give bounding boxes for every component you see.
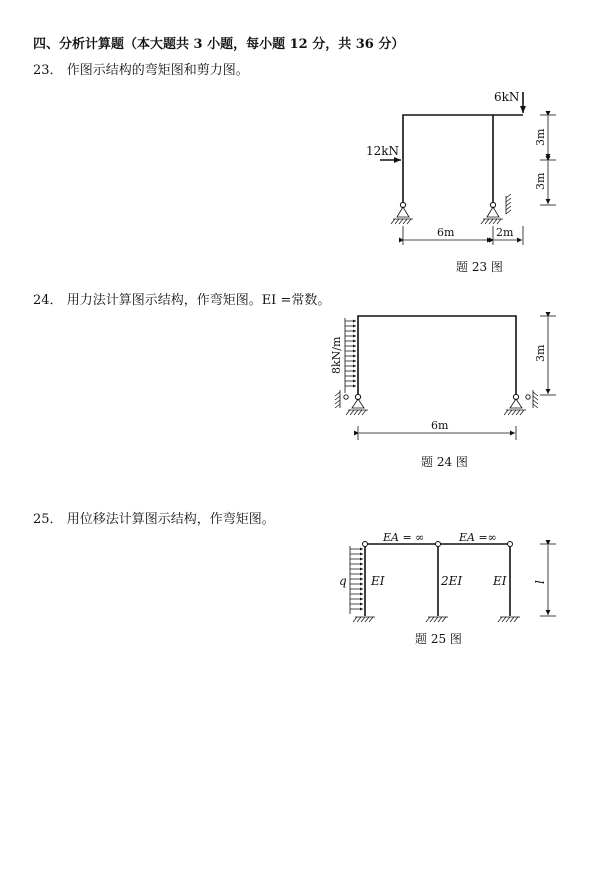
label-ei-left: EI <box>371 574 385 588</box>
label-24-3m: 3m <box>534 344 547 362</box>
hinge-support-24-right <box>504 390 538 415</box>
dimension-23-horizontal <box>403 226 523 245</box>
label-23-2m: 2m <box>496 226 514 239</box>
problem-23-number: 23． <box>33 63 63 78</box>
figure-23 <box>366 90 556 274</box>
label-6kn: 6kN <box>494 90 520 104</box>
label-24-6m: 6m <box>431 419 449 432</box>
frame-23 <box>403 115 523 203</box>
problem-23-text: 作图示结构的弯矩图和剪力图。 <box>66 63 249 78</box>
label-ea-right: EA =∞ <box>459 531 497 544</box>
hinge-support-24-left <box>335 390 368 415</box>
dimension-24-horizontal <box>358 419 516 440</box>
label-q: q <box>339 574 347 588</box>
problem-25-text: 用位移法计算图示结构，作弯矩图。 <box>66 512 275 527</box>
label-8kn-m: 8kN/m <box>330 336 343 374</box>
figure-25 <box>339 531 556 646</box>
label-2ei: 2EI <box>441 574 463 588</box>
dimension-24-vertical <box>534 316 556 395</box>
caption-25: 题 25 图 <box>415 632 462 646</box>
label-l: l <box>533 580 547 584</box>
label-23-3m-upper: 3m <box>534 128 547 146</box>
dimension-25-vertical <box>533 544 556 616</box>
hinge-support-23-left <box>391 202 413 224</box>
dimension-23-vertical <box>534 115 556 205</box>
fixed-supports-25 <box>353 617 520 622</box>
caption-24: 题 24 图 <box>421 455 468 469</box>
figure-24 <box>330 316 556 469</box>
distributed-load-24 <box>330 318 356 393</box>
caption-23: 题 23 图 <box>456 260 503 274</box>
problem-25-number: 25． <box>33 512 63 527</box>
label-ea-left: EA = ∞ <box>383 531 425 544</box>
problem-24-text: 用力法计算图示结构，作弯矩图。EI =常数。 <box>66 293 331 308</box>
label-23-3m-lower: 3m <box>534 172 547 190</box>
label-23-6m: 6m <box>437 226 455 239</box>
label-12kn: 12kN <box>366 144 400 158</box>
problem-24-number: 24． <box>33 293 63 308</box>
label-ei-right: EI <box>493 574 507 588</box>
hinge-support-23-right <box>481 194 511 224</box>
distributed-load-25 <box>339 546 363 614</box>
section-heading: 四、分析计算题（本大题共 3 小题，每小题 12 分，共 36 分） <box>33 37 405 52</box>
frame-25 <box>365 544 510 616</box>
frame-24 <box>358 316 516 395</box>
